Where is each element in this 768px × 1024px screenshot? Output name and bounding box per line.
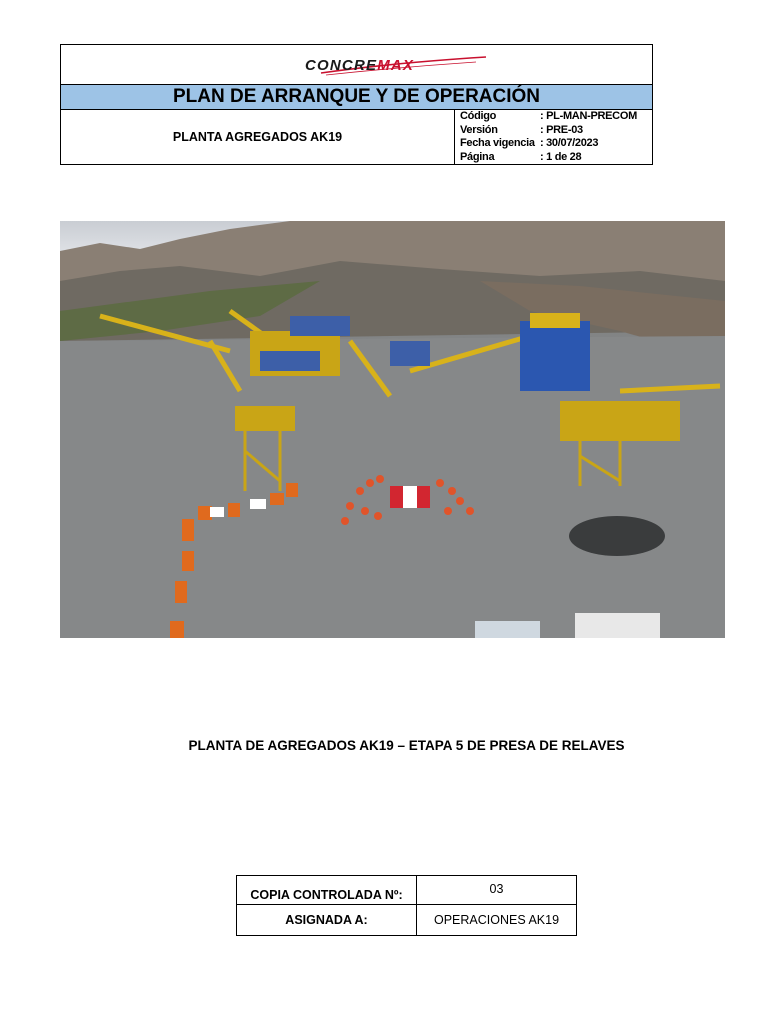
meta-label: Versión <box>460 123 498 136</box>
plant-photo-illustration <box>60 221 725 638</box>
meta-row-page <box>455 151 652 165</box>
copy-value: 03 <box>489 882 504 896</box>
brand-part1: CONCRE <box>305 57 378 74</box>
assigned-label: ASIGNADA A: <box>237 905 417 935</box>
plant-photo <box>60 221 725 638</box>
concremax-logo <box>291 51 491 79</box>
meta-label: Código <box>460 110 497 122</box>
meta-label: Fecha vigencia <box>460 137 535 149</box>
copy-control-table <box>236 875 577 936</box>
logo-row <box>61 45 652 85</box>
svg-text:CONCREMAX <box>305 57 414 74</box>
document-meta <box>455 110 652 164</box>
meta-value: : PL-MAN-PRECOM <box>540 110 637 122</box>
brand-part2: MAX <box>377 57 415 74</box>
meta-value: : 30/07/2023 <box>540 137 599 149</box>
meta-row-version <box>455 124 652 138</box>
assigned-row <box>237 905 576 935</box>
meta-row-code <box>455 110 652 124</box>
plant-name: PLANTA AGREGADOS AK19 <box>61 110 455 164</box>
meta-value: : 1 de 28 <box>540 150 582 163</box>
document-header <box>60 44 653 165</box>
copy-row <box>237 876 576 905</box>
document-subtitle: PLANTA DE AGREGADOS AK19 – ETAPA 5 DE PRESA DE RELAVES <box>188 738 625 753</box>
meta-row-date <box>455 137 652 151</box>
copy-label: COPIA CONTROLADA Nº: <box>237 876 417 904</box>
assigned-value: OPERACIONES AK19 <box>433 913 560 927</box>
document-title: PLAN DE ARRANQUE Y DE OPERACIÓN <box>61 85 652 110</box>
meta-label: Página <box>460 150 495 163</box>
meta-value: : PRE-03 <box>540 123 583 136</box>
